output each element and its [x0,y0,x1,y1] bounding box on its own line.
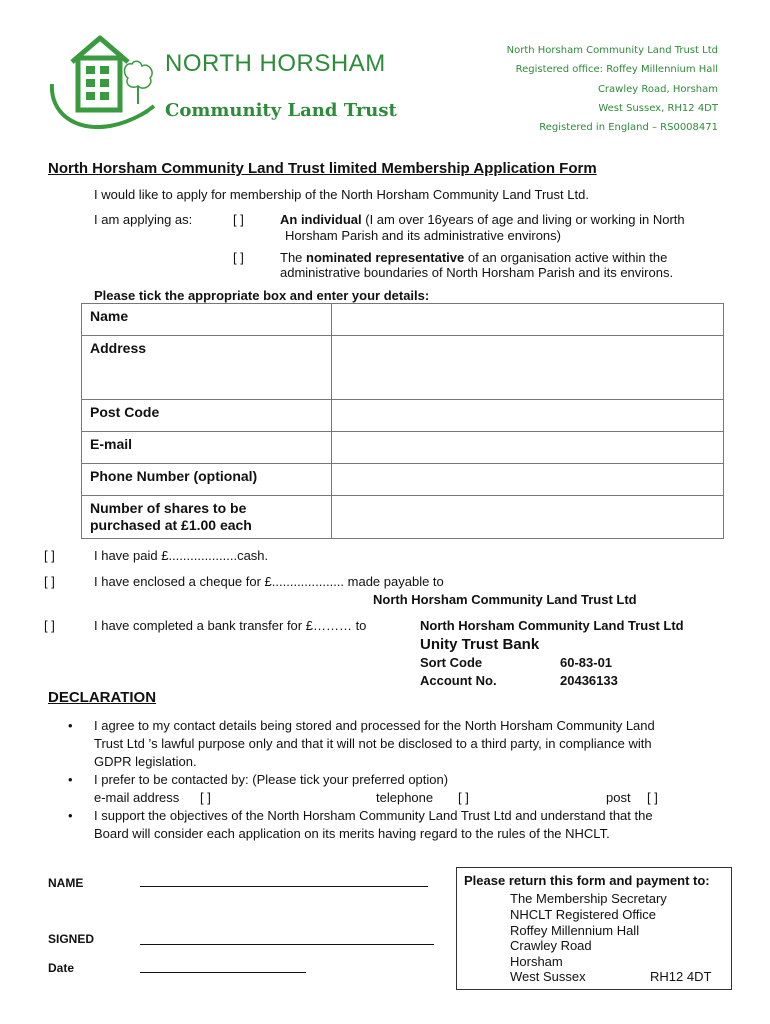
decl-1-line2: Trust Ltd ’s lawful purpose only and that it will not be disclosed to a third party, in compliance with [94,736,652,751]
representative-checkbox[interactable]: [ ] [233,250,244,265]
transfer-checkbox[interactable]: [ ] [44,618,55,633]
decl-3-line2: Board will consider each application on its merits having regard to the rules of the NHCLT. [94,826,610,841]
address-line-4: West Sussex, RH12 4DT [598,103,718,114]
option-individual-line2: Horsham Parish and its administrative environs) [285,228,561,243]
decl-2-line1: I prefer to be contacted by: (Please tick your preferred option) [94,772,449,787]
option-individual-bold: An individual [280,212,362,227]
org-name-line2: Community Land Trust [165,100,397,121]
transfer-text: I have completed a bank transfer for £……… to [94,618,367,633]
option-rep-bold: nominated representative [306,250,465,265]
cash-checkbox[interactable]: [ ] [44,548,55,563]
return-line-6: West Sussex [510,969,586,984]
option-rep-pre: The [280,250,307,265]
return-line-2: NHCLT Registered Office [510,907,656,922]
postcode-label: Post Code [82,400,332,432]
name-sign-line[interactable] [140,886,428,887]
email-field[interactable] [332,432,724,464]
signature-line[interactable] [140,944,434,945]
phone-label: Phone Number (optional) [82,464,332,496]
name-field[interactable] [332,304,724,336]
contact-phone-label: telephone [376,790,434,805]
individual-checkbox[interactable]: [ ] [233,212,244,227]
sort-code-value: 60-83-01 [560,655,613,670]
bullet-1: • [68,718,73,733]
phone-field[interactable] [332,464,724,496]
decl-3-line1: I support the objectives of the North Horsham Community Land Trust Ltd and understand that the [94,808,653,823]
shares-field[interactable] [332,496,724,539]
address-line-2: Registered office: Roffey Millennium Hall [515,64,718,75]
shares-label-line2: purchased at £1.00 each [90,517,252,533]
declaration-heading: DECLARATION [48,689,157,706]
postcode-field[interactable] [332,400,724,432]
date-label: Date [48,961,75,975]
return-line-3: Roffey Millennium Hall [510,923,640,938]
logo-graphic [44,34,164,134]
sort-code-label: Sort Code [420,655,483,670]
shares-label [82,496,332,539]
bank-name: Unity Trust Bank [420,636,540,653]
address-line-5: Registered in England – RS0008471 [539,122,718,133]
return-address-box [456,867,732,990]
address-field[interactable] [332,336,724,400]
return-line-1: The Membership Secretary [510,891,667,906]
cheque-text: I have enclosed a cheque for £.................... made payable to [94,574,444,589]
date-line[interactable] [140,972,306,973]
shares-label-line1: Number of shares to be [90,500,247,516]
contact-post-label: post [606,790,631,805]
return-postcode: RH12 4DT [650,969,712,984]
name-label: Name [82,304,332,336]
tick-instruction: Please tick the appropriate box and enter your details: [94,288,430,303]
option-individual-rest: (I am over 16years of age and living or working in North [361,212,685,227]
contact-post-checkbox[interactable]: [ ] [647,790,658,805]
cash-text: I have paid £...................cash. [94,548,269,563]
account-label: Account No. [420,673,497,688]
name-sign-label: NAME [48,876,84,890]
decl-1-line3: GDPR legislation. [94,754,197,769]
cheque-checkbox[interactable]: [ ] [44,574,55,589]
form-title: North Horsham Community Land Trust limited Membership Application Form [48,160,597,177]
return-line-5: Horsham [510,954,563,969]
email-label: E-mail [82,432,332,464]
decl-1-line1: I agree to my contact details being stored and processed for the North Horsham Community Land [94,718,655,733]
contact-phone-checkbox[interactable]: [ ] [458,790,469,805]
transfer-payee: North Horsham Community Land Trust Ltd [420,618,684,633]
applying-as-label: I am applying as: [94,212,193,227]
option-individual-line1 [280,212,685,227]
contact-email-label: e-mail address [94,790,180,805]
return-line-4: Crawley Road [510,938,592,953]
option-rep-line1 [280,250,667,265]
return-heading: Please return this form and payment to: [464,873,710,888]
bullet-3: • [68,808,73,823]
intro-text: I would like to apply for membership of the North Horsham Community Land Trust Ltd. [94,187,589,202]
contact-email-checkbox[interactable]: [ ] [200,790,211,805]
address-line-1: North Horsham Community Land Trust Ltd [506,45,718,56]
org-name-line1: NORTH HORSHAM [165,50,386,77]
address-line-3: Crawley Road, Horsham [597,84,718,95]
cheque-payee: North Horsham Community Land Trust Ltd [373,592,637,607]
option-rep-rest: of an organisation active within the [464,250,668,265]
details-table [81,303,724,539]
account-value: 20436133 [560,673,618,688]
address-label: Address [82,336,332,400]
signed-label: SIGNED [48,932,95,946]
option-rep-line2: administrative boundaries of North Horsham Parish and its environs. [280,265,674,280]
bullet-2: • [68,772,73,787]
